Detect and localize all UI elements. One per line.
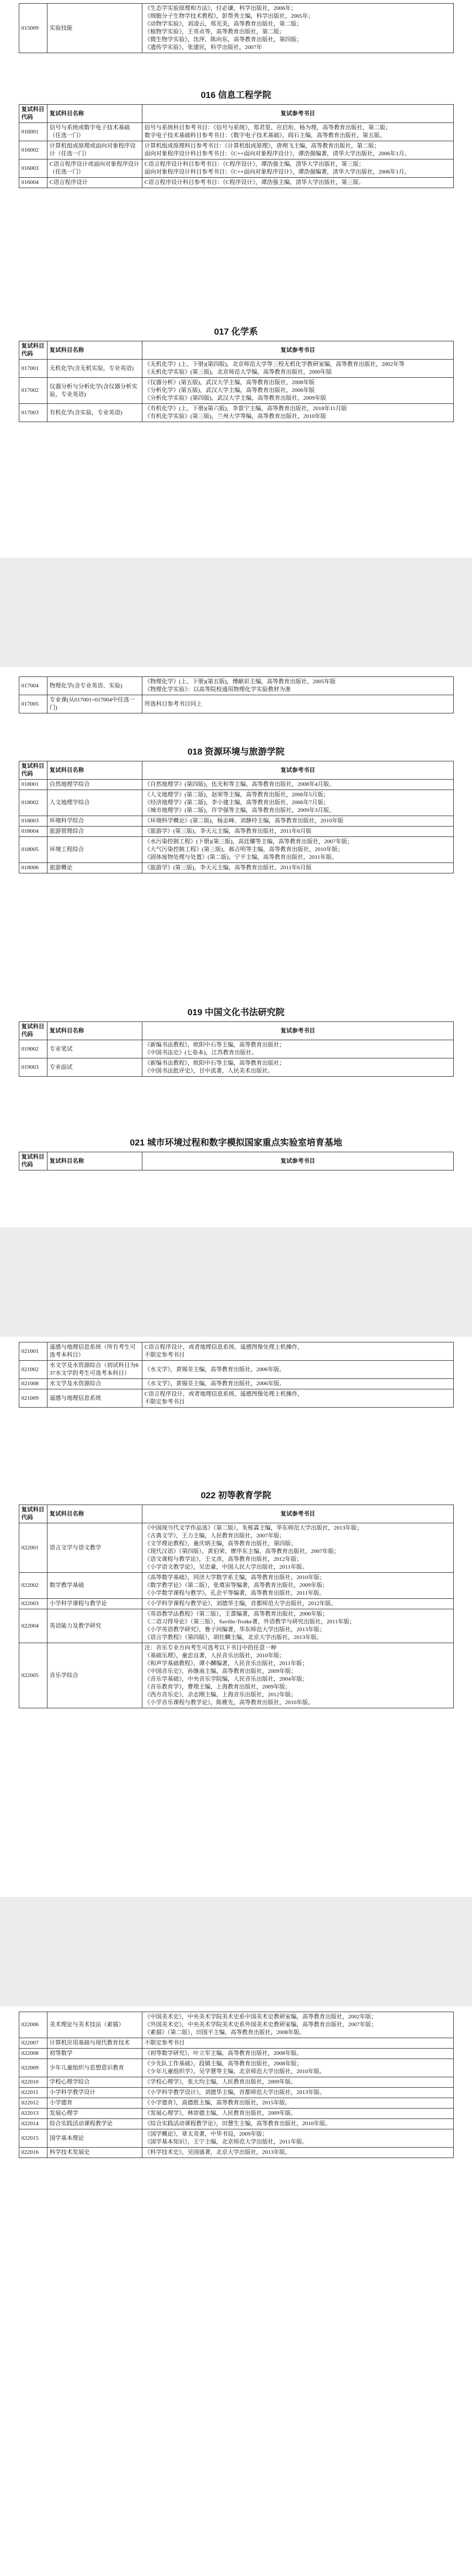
subject-code: 022004: [19, 1609, 47, 1643]
reference-line: 《小学德育》，高德胜主编，高等教育出版社，2015年版。: [144, 2100, 291, 2106]
subject-name: 科学技术发展史: [47, 2148, 142, 2158]
subject-name: 物理化学(含专业英语、实验): [47, 677, 142, 695]
reference-line: 《素描》（第二版），田国平主编，高等教育出版社，2008年版。: [144, 2029, 305, 2036]
subject-code: 022009: [19, 2059, 47, 2077]
table-header-row: [19, 1505, 454, 1523]
table-021: [19, 1342, 453, 1408]
subject-code: 022001: [19, 1523, 47, 1573]
reference-line: C语言程序设计科目参考书目：《C程序设计》，谭浩强主编，清华大学出版社，第三版；: [144, 161, 365, 167]
table-row: [19, 790, 454, 816]
reference-line: C语言程序设计科目参考书目：《C程序设计》，谭浩强主编，清华大学出版社，第三版。: [144, 179, 365, 186]
subject-code: 021002: [19, 1361, 47, 1379]
reference-books: [142, 1342, 454, 1361]
subject-code: 022007: [19, 2038, 47, 2049]
table-row: [19, 2059, 454, 2077]
subject-code: 016003: [19, 159, 47, 178]
table-022a: [19, 1505, 453, 1708]
reference-line: 《外国美术史》，中央美术学院美术史系外国美术史教研室编，高等教育出版社，2007年版；: [144, 2022, 377, 2028]
table-row: [19, 2098, 454, 2109]
reference-line: 《中国音乐史》，孙继南主编，高等教育出版社，2009年版；: [144, 1668, 297, 1674]
table-row: [19, 695, 454, 713]
reference-line: 《有机化学》(上、下册)(第六版)，李景宁主编，高等教育出版社，2018年11月版: [144, 405, 347, 412]
reference-books: [142, 1058, 454, 1077]
subject-name: 语言文学与语文教学: [47, 1523, 142, 1573]
section-title-022: 022 初等教育学院: [200, 1490, 272, 1500]
header-name: 复试科目名称: [47, 761, 142, 780]
subject-name: C语言程序设计或面向对象程序设计（任选一门）: [47, 159, 142, 178]
subject-name: 水文学及水资源综合（初试科目为837水文学的考生可选考本科目）: [47, 1361, 142, 1379]
reference-books: [142, 1379, 454, 1389]
reference-line: 《语言学教程》（第四版），胡壮麟主编，北京大学出版社，2013年版。: [144, 1634, 322, 1641]
reference-line: 《新编书法教程》，欧阳中石等主编，高等教育出版社；: [144, 1042, 285, 1048]
reference-line: 《少年儿童组织学》，吴学慧等主编，北京师范大学出版社，2010年版。: [144, 2068, 325, 2075]
subject-name: 环境工程综合: [47, 837, 142, 863]
page-4: [0, 2006, 472, 2576]
table-row: [19, 2148, 454, 2158]
table-019: [19, 1021, 453, 1077]
subject-name: 有机化学(含实验，专业英语): [47, 404, 142, 422]
reference-line: 《中国美术史》，中央美术学院美术史系中国美术史教研室编，高等教育出版社，2002年版；: [144, 2014, 377, 2020]
subject-code: 016002: [19, 141, 47, 159]
header-code: 复试科目代码: [19, 761, 47, 780]
reference-line: 信号与系统科目参考书目：《信号与系统》，郑君里、应启珩、杨为理，高等教育出版社，第二版；: [144, 125, 391, 131]
reference-line: 《新编书法教程》，欧阳中石等主编，高等教育出版社；: [144, 1060, 285, 1066]
subject-code: 018002: [19, 790, 47, 816]
subject-code: 022014: [19, 2119, 47, 2129]
table-row: [19, 2088, 454, 2098]
table-row: [19, 4, 454, 53]
reference-line: 《语文课程与教学论》，王文彦，高等教育出版社，2012年版；: [144, 1556, 302, 1562]
reference-line: 《小学科学教学设计》，刘德华主编，首都师范大学出版社，2013年版。: [144, 2089, 325, 2096]
reference-line: 《中国书法史》(七卷本)，江苏教育出版社。: [144, 1050, 258, 1056]
reference-line: 《文学理论教程》，童庆炳主编，高等教育出版社，第四版；: [144, 1540, 297, 1547]
subject-name: 无机化学(含无机实验，专业英语): [47, 360, 142, 378]
reference-line: 《初等数学研究》，叶立军主编，高等教育出版社，2008年版。: [144, 2050, 302, 2056]
reference-line: 《国学概论》，章太炎著，中华书局，2009年版；: [144, 2131, 268, 2137]
table-row: [19, 141, 454, 159]
reference-line: 《水文学》，黄锡荃主编，高等教育出版社，2006年版。: [144, 1366, 285, 1373]
header-code: 复试科目代码: [19, 1022, 47, 1040]
reference-books: [142, 2148, 454, 2158]
reference-line: 《生态学实验原理和方法》，付必谦，科学出版社，2006年；: [144, 5, 297, 11]
reference-books: [142, 2049, 454, 2059]
subject-code: 018001: [19, 780, 47, 790]
subject-name: 美术理论与美术技法（素描）: [47, 2012, 142, 2038]
reference-books: [142, 1389, 454, 1408]
reference-books: [142, 2059, 454, 2077]
reference-line: 《发展心理学》，林崇德主编，人民教育出版社，2009年版。: [144, 2110, 297, 2116]
reference-line: 《固体废物处理与处置》(第二版)，宁平主编，高等教育出版社，2011年版。: [144, 854, 337, 860]
subject-name: 计算机应用基础与现代教育技术: [47, 2038, 142, 2049]
reference-books: [142, 2012, 454, 2038]
subject-code: 022006: [19, 2012, 47, 2038]
subject-code: 016001: [19, 123, 47, 141]
reference-books: [142, 123, 454, 141]
reference-line: 《二语习得导论》（第三版），Saville-Troike著，外语教学与研究出版社，2011年版；: [144, 1619, 355, 1625]
reference-line: 《数学教学论》（第二版），张奠宙等编著，高等教育出版社，2009年版；: [144, 1582, 328, 1588]
reference-line: 《自然地理学》(第四版)，伍光和等主编，高等教育出版社，2008年4月版。: [144, 781, 335, 787]
table-row: [19, 1040, 454, 1058]
reference-books: [142, 378, 454, 404]
reference-line: 《人文地理学》(第二版)，赵荣等主编，高等教育出版社，2006年5月版；: [144, 792, 329, 798]
section-title-017: 017 化学系: [214, 327, 258, 337]
reference-line: 《小学语文教学论》，吴忠豪，中国人民大学出版社，2011年版。: [144, 1564, 308, 1570]
reference-line: 《分析化学实验》(第四版)，武汉大学主编，高等教育出版社，2009年版: [144, 395, 326, 401]
subject-name: 旅游管理综合: [47, 827, 142, 837]
table-row: [19, 1389, 454, 1408]
subject-code: 022002: [19, 1573, 47, 1599]
subject-code: 019002: [19, 1040, 47, 1058]
subject-name: 人文地理学综合: [47, 790, 142, 816]
table-row: [19, 360, 454, 378]
subject-name: 遥感与地理信息系统（所有考生可选考本科目）: [47, 1342, 142, 1361]
table-row: [19, 1573, 454, 1599]
table-row: [19, 159, 454, 178]
reference-books: [142, 1609, 454, 1643]
reference-line: 《综合实践活动课程教学论》，田慧生主编，高等教育出版社，2010年版。: [144, 2121, 331, 2127]
table-row: [19, 837, 454, 863]
subject-name: 数学教学基础: [47, 1573, 142, 1599]
reference-books: [142, 827, 454, 837]
reference-books: [142, 863, 454, 873]
reference-line: 《微生物学实验》，沈萍、陈向东，高等教育出版社，第四版；: [144, 36, 302, 43]
reference-line: 《科学技术史》，吴国盛著，北京大学出版社，2013年版。: [144, 2149, 291, 2155]
reference-books: [142, 4, 454, 53]
reference-line: 《国学基本知识》，王宁主编，北京师范大学出版社，2011年版。: [144, 2139, 308, 2145]
reference-books: [142, 178, 454, 188]
reference-books: [142, 159, 454, 178]
subject-name: 计算机组成原理或面向对象程序设计（任选一门）: [47, 141, 142, 159]
header-code: 复试科目代码: [19, 1505, 47, 1523]
subject-code: 021009: [19, 1389, 47, 1408]
table-row: [19, 827, 454, 837]
table-018: [19, 761, 453, 873]
table-row: [19, 2077, 454, 2088]
reference-books: [142, 2129, 454, 2148]
reference-line: 《无机化学》(上、下册)(第四版)，北京师范大学等三校无机化学教研室编，高等教育出版社，2002年等: [144, 361, 405, 367]
reference-books: [142, 2038, 454, 2049]
subject-name: 实验技能: [47, 4, 142, 53]
header-code: 复试科目代码: [19, 105, 47, 123]
header-code: 复试科目代码: [19, 341, 47, 360]
reference-line: 《小学数学课程与教学》，孔企平等编著，高等教育出版社，2011年版。: [144, 1590, 325, 1596]
subject-code: 022003: [19, 1599, 47, 1609]
reference-books: [142, 2077, 454, 2088]
table-row: [19, 2038, 454, 2049]
header-refs: 复试参考书目: [142, 341, 454, 360]
table-row: [19, 2012, 454, 2038]
subject-code: 022013: [19, 2109, 47, 2119]
subject-name: 英语能力及教学研究: [47, 1609, 142, 1643]
reference-books: [142, 837, 454, 863]
reference-line: 《西方音乐史》，余志刚主编，上海音乐出版社，2012年版；: [144, 1692, 297, 1698]
reference-line: 《有机化学实验》(第三版)，兰州大学等编，高等教育出版社，2010年版: [144, 413, 326, 420]
header-code: 复试科目代码: [19, 1152, 47, 1170]
reference-line: 《水文学》，黄锡荃主编，高等教育出版社，2006年版。: [144, 1381, 285, 1387]
reference-line: 《小学英语教学研究》，鲁子问编著，华东师范大学出版社，2013年版；: [144, 1626, 325, 1633]
reference-line: 不限定参考书目: [144, 2040, 185, 2046]
page-2: [0, 667, 472, 1227]
subject-name: 专业面试: [47, 1058, 142, 1077]
table-row: [19, 178, 454, 188]
reference-books: [142, 790, 454, 816]
header-name: 复试科目名称: [47, 341, 142, 360]
reference-line: 《遗传学实验》，张建民，科学出版社，2007年: [144, 44, 262, 51]
subject-code: 015009: [19, 4, 47, 53]
reference-books: [142, 2088, 454, 2098]
table-header-row: [19, 341, 454, 360]
subject-name: 信号与系统或数字电子技术基础（任选一门）: [47, 123, 142, 141]
header-name: 复试科目名称: [47, 105, 142, 123]
reference-books: [142, 1643, 454, 1708]
reference-line: 《水污染控制工程》(下册)(第三版)，高廷耀等主编，高等教育出版社，2007年版；: [144, 839, 353, 845]
reference-books: [142, 1573, 454, 1599]
table-row: [19, 2119, 454, 2129]
subject-code: 018006: [19, 863, 47, 873]
reference-books: [142, 816, 454, 827]
header-refs: 复试参考书目: [142, 105, 454, 123]
table-header-row: [19, 105, 454, 123]
page-gap: [0, 1227, 472, 1337]
page-gap: [0, 1897, 472, 2006]
reference-line: 《音乐学基础》，中央音乐学院编，人民音乐出版社，2004年版；: [144, 1676, 308, 1682]
reference-line: 《物理化学实验》：以高等院校通用物理化学实验教材为准: [144, 686, 291, 693]
reference-line: C语言程序设计，或者地理信息系统、遥感图像处理上机操作，: [144, 1344, 304, 1350]
table-row: [19, 1379, 454, 1389]
subject-name: 专业课(从017001~017004中任选一门): [47, 695, 142, 713]
section-title-019: 019 中国文化书法研究院: [187, 1007, 285, 1017]
reference-line: 《仪器分析》(第五版)，武汉大学主编，高等教育出版社，2008年版: [144, 379, 315, 386]
reference-books: [142, 1599, 454, 1609]
reference-books: [142, 677, 454, 695]
reference-books: [142, 2119, 454, 2129]
section-title-021: 021 城市环境过程和数字模拟国家重点实验室培育基地: [129, 1138, 343, 1148]
reference-line: 《英语教学法教程》（第二版），王蔷编著，高等教育出版社，2006年版；: [144, 1611, 328, 1617]
table-row: [19, 816, 454, 827]
table-row: [19, 2049, 454, 2059]
subject-name: 音乐学综合: [47, 1643, 142, 1708]
subject-code: 021001: [19, 1342, 47, 1361]
subject-code: 019003: [19, 1058, 47, 1077]
section-title-016: 016 信息工程学院: [200, 90, 272, 100]
reference-line: 《旅游学》(第三版)，李天元主编，高等教育出版社，2011年6月版: [144, 865, 312, 871]
reference-line: 《古典文学》，王力主编，人民教育出版社，2007年版；: [144, 1533, 285, 1539]
subject-code: 016004: [19, 178, 47, 188]
subject-name: 仪器分析与分析化学(含仪器分析实验，专业英语): [47, 378, 142, 404]
reference-line: 《高等数学基础》，同济大学数学系主编，高等教育出版社，2010年版；: [144, 1574, 325, 1581]
table-row: [19, 2129, 454, 2148]
table-row: [19, 123, 454, 141]
reference-line: 《无机化学实验》(第三版)，北京师范大学编，高等教育出版社，2000年版: [144, 369, 332, 375]
header-refs: 复试参考书目: [142, 761, 454, 780]
table-row: [19, 1599, 454, 1609]
table-017b: [19, 676, 453, 713]
reference-line: 《小学音乐课程与教学论》，陈雅先，高等教育出版社，2010年版。: [144, 1699, 314, 1706]
table-header-row: [19, 761, 454, 780]
reference-line: 面向对象程序设计科目参考书目：《C++面向对象程序设计》，谭浩强编著，清华大学出版社，2006年1月。: [144, 151, 410, 157]
subject-name: 国学基本理论: [47, 2129, 142, 2148]
subject-name: 自然地理学综合: [47, 780, 142, 790]
subject-code: 017001: [19, 360, 47, 378]
table-row: [19, 1342, 454, 1361]
reference-line: 《少先队工作基础》，段镇主编，高等教育出版社，2008年版；: [144, 2061, 302, 2067]
subject-name: C语言程序设计: [47, 178, 142, 188]
subject-name: 小学科学课程与教学论: [47, 1599, 142, 1609]
subject-code: 021008: [19, 1379, 47, 1389]
reference-line: 数字电子技术基础科目参考书目：《数字电子技术基础》，阎石主编，高等教育出版社，第五版。: [144, 132, 385, 139]
reference-line: 《细胞分子生物学技术教程》，彭帮秀主编，科学出版社，2005年；: [144, 13, 314, 19]
subject-code: 022008: [19, 2049, 47, 2059]
table-017a: [19, 341, 453, 422]
reference-line: 不限定参考书目: [144, 1352, 185, 1358]
reference-line: 《动物学实验》，刘凌云，郑光美，高等教育出版社，第二版；: [144, 21, 302, 27]
reference-books: [142, 1361, 454, 1379]
reference-books: [142, 141, 454, 159]
reference-line: 《环境科学概论》(第二版)，杨志峰、刘静玲主编，高等教育出版社，2010年版: [144, 818, 344, 824]
table-row: [19, 863, 454, 873]
table-header-row: [19, 1152, 454, 1170]
subject-code: 017003: [19, 404, 47, 422]
reference-line: 计算机组成原理科目参考书目：《计算机组成原理》，唐朔飞主编，高等教育出版社，第二版；: [144, 143, 380, 149]
page-1: [0, 0, 472, 558]
table-row: [19, 1523, 454, 1573]
reference-line: 《旅游学》(第三版)，李天元主编，高等教育出版社，2011年6月版: [144, 828, 312, 834]
subject-name: 学校心理学综合: [47, 2077, 142, 2088]
reference-line: 《经济地理学》(第二版)，李小建主编，高等教育出版社，2006年7月版；: [144, 799, 329, 806]
reference-line: 《大气污染控制工程》(第三版)，郝吉明等主编，高等教育出版社，2010年版；: [144, 846, 344, 853]
reference-line: 《现代汉语》（第四版），黄伯荣、廖序东主编，高等教育出版社，2007年版；: [144, 1548, 340, 1555]
reference-line: 《中国现当代文学作品选》（第二版），朱栋霖主编，华东师范大学出版社，2013年版；: [144, 1525, 362, 1531]
reference-line: 《学校心理学》，张大均主编，人民教育出版社，2009年版。: [144, 2079, 297, 2085]
subject-name: 发展心理学: [47, 2109, 142, 2119]
reference-line: 注：音乐专业方向考生可选考以下书目中的任意一种: [144, 1645, 276, 1651]
reference-books: [142, 2098, 454, 2109]
reference-line: 《物理化学》(上、下册)(第五版)，傅献彩主编，高等教育出版社，2005年版: [144, 679, 336, 685]
reference-line: 面向对象程序设计科目参考书目：《C++面向对象程序设计》，谭浩强编著，清华大学出版社，2006年1月。: [144, 169, 410, 175]
table-row: [19, 780, 454, 790]
subject-name: 初等数学: [47, 2049, 142, 2059]
header-refs: 复试参考书目: [142, 1022, 454, 1040]
subject-code: 018003: [19, 816, 47, 827]
table-016: [19, 104, 453, 188]
subject-code: 017004: [19, 677, 47, 695]
subject-name: 水文学及水资源综合: [47, 1379, 142, 1389]
reference-line: 《和声学基础教程》，谭小麟编著，人民音乐出版社，2011年版；: [144, 1660, 308, 1667]
reference-books: [142, 360, 454, 378]
header-name: 复试科目名称: [47, 1022, 142, 1040]
table-015: [19, 3, 453, 53]
reference-line: 《小学科学课程与教学论》，刘德华主编，首都师范大学出版社，2012年版。: [144, 1600, 337, 1607]
subject-code: 022011: [19, 2088, 47, 2098]
header-name: 复试科目名称: [47, 1505, 142, 1523]
page-3: [0, 1337, 472, 1897]
page-gap: [0, 558, 472, 667]
table-row: [19, 1643, 454, 1708]
table-row: [19, 1609, 454, 1643]
subject-code: 017005: [19, 695, 47, 713]
subject-name: 小学科学教学设计: [47, 2088, 142, 2098]
reference-books: [142, 1040, 454, 1058]
reference-books: [142, 2109, 454, 2119]
subject-code: 022016: [19, 2148, 47, 2158]
subject-name: 综合实践活动课程教学论: [47, 2119, 142, 2129]
reference-line: 《城市地理学》(第二版)，许学强等主编，高等教育出版社，2009年3月版。: [144, 807, 335, 814]
subject-name: 遥感与地理信息系统: [47, 1389, 142, 1408]
reference-line: C语言程序设计，或者地理信息系统、遥感图像处理上机操作，: [144, 1391, 304, 1397]
table-header-row: [19, 1022, 454, 1040]
header-name: 复试科目名称: [47, 1152, 142, 1170]
table-row: [19, 1058, 454, 1077]
reference-line: 所选科目参考书目同上: [144, 700, 202, 707]
header-refs: 复试参考书目: [142, 1152, 454, 1170]
reference-line: 《植物学实验》，王英贞等，高等教育出版社，第二版；: [144, 29, 285, 35]
subject-code: 022012: [19, 2098, 47, 2109]
subject-name: 专业笔试: [47, 1040, 142, 1058]
reference-line: 《基础乐理》，童忠良著，人民音乐出版社，2010年版；: [144, 1653, 285, 1659]
table-row: [19, 2109, 454, 2119]
reference-line: 不限定参考书目: [144, 1399, 185, 1405]
subject-code: 022015: [19, 2129, 47, 2148]
subject-code: 017002: [19, 378, 47, 404]
subject-name: 小学德育: [47, 2098, 142, 2109]
subject-code: 022005: [19, 1643, 47, 1708]
subject-code: 018005: [19, 837, 47, 863]
subject-code: 018004: [19, 827, 47, 837]
table-row: [19, 378, 454, 404]
reference-line: 《分析化学》(第五版)，武汉大学主编，高等教育出版社，2006年版: [144, 387, 315, 393]
table-row: [19, 404, 454, 422]
table-021-header: [19, 1152, 453, 1170]
subject-name: 旅游概论: [47, 863, 142, 873]
reference-line: 《音乐教育学》，曹理主编，上海教育出版社，2009年版；: [144, 1684, 291, 1690]
header-refs: 复试参考书目: [142, 1505, 454, 1523]
subject-name: 环境科学综合: [47, 816, 142, 827]
reference-line: 《中国书法批评史》，甘中流著，人民美术出版社。: [144, 1068, 274, 1074]
reference-books: [142, 1523, 454, 1573]
table-row: [19, 677, 454, 695]
reference-books: [142, 404, 454, 422]
table-row: [19, 1361, 454, 1379]
section-title-018: 018 资源环境与旅游学院: [187, 747, 285, 757]
subject-code: 022010: [19, 2077, 47, 2088]
reference-books: [142, 780, 454, 790]
table-022b: [19, 2012, 453, 2158]
reference-books: [142, 695, 454, 713]
subject-name: 少年儿童组织与思想意识教育: [47, 2059, 142, 2077]
